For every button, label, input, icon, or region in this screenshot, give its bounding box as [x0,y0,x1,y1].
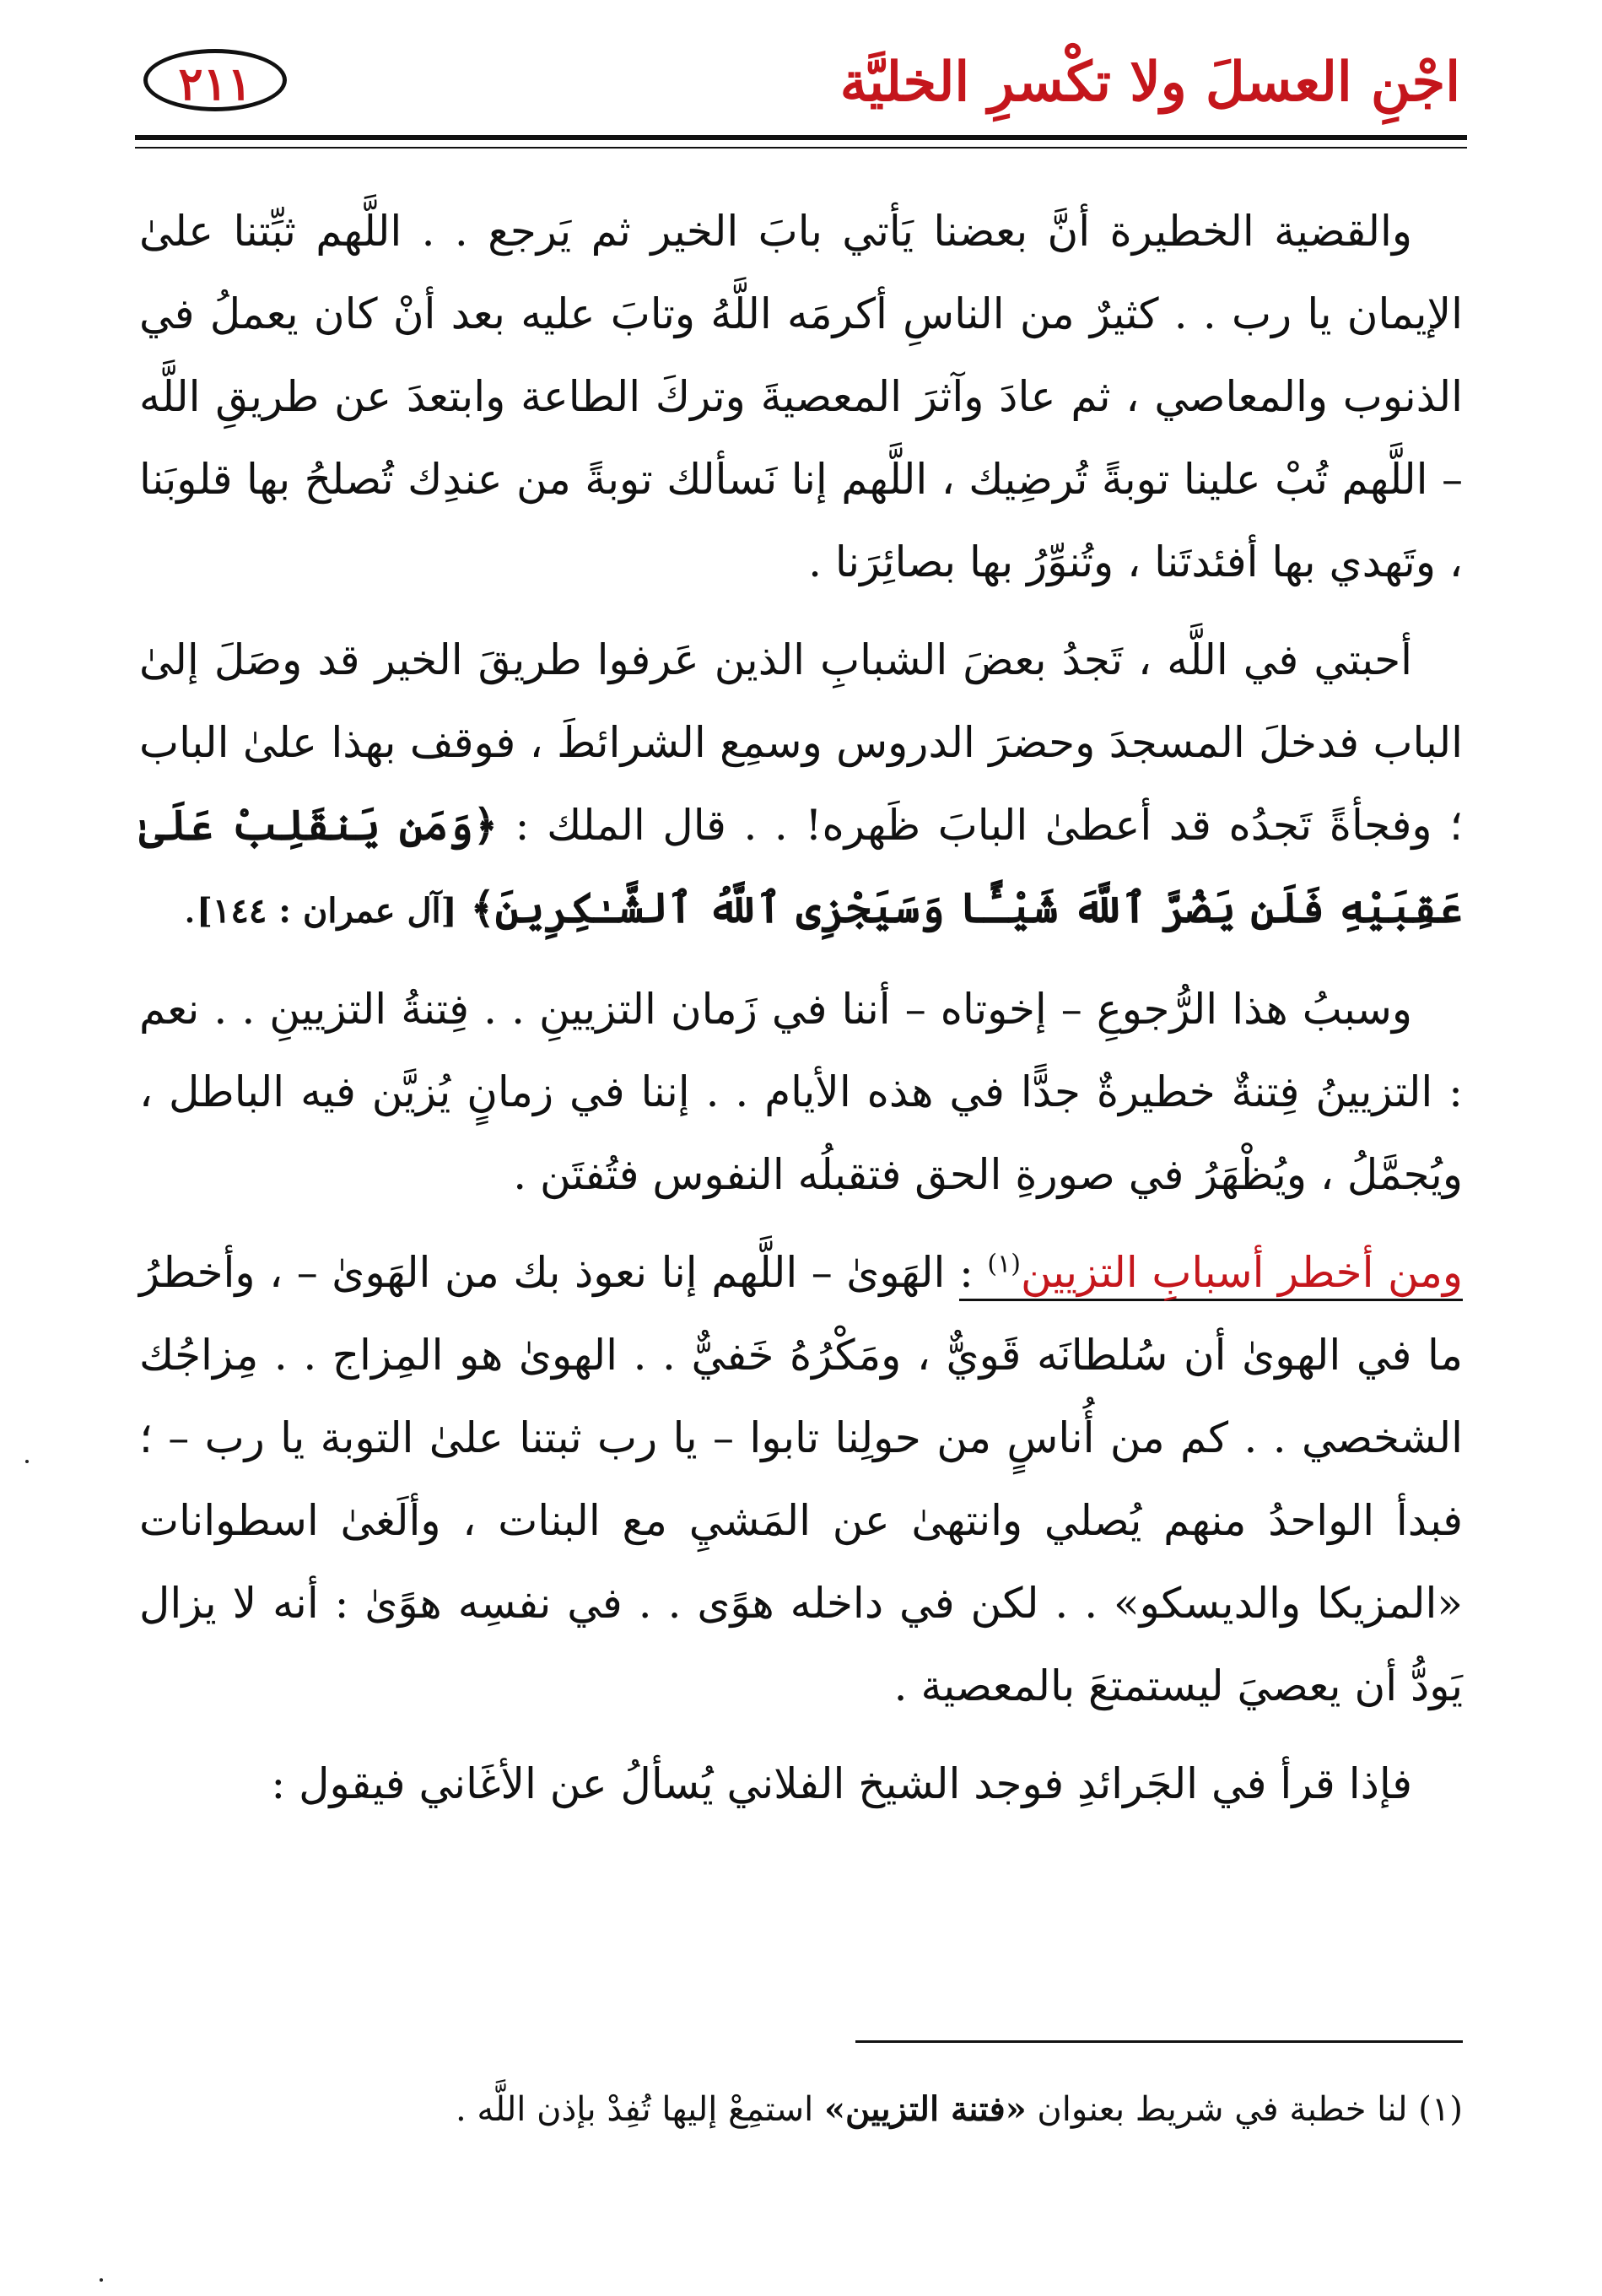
section-heading-underlined [959,1248,1463,1301]
paragraph-2-end: . [183,883,197,932]
paragraph-1 [139,190,1463,603]
paragraph-5-text: فإذا قرأ في الجَرائدِ فوجد الشيخ الفلاني يُسألُ عن الأغَاني فيقول : [271,1759,1412,1808]
scan-speck [100,2278,103,2282]
body-text [139,190,1463,1840]
paragraph-4 [139,1231,1463,1727]
paragraph-5 [139,1742,1463,1825]
footnote-separator [855,2040,1463,2043]
paragraph-4-text: الهَوىٰ – اللَّهم إنا نعوذ بك من الهَوىٰ – ، وأخطرُ ما في الهوىٰ أن سُلطانَه قَويٌّ ، ومَكْرُهُ خَفيٌّ . . الهوىٰ هو المِزاج . . مِزاجُك الشخصي . . كم من أُناسٍ من حولِنا تابوا – يا رب ثبتنا علىٰ التوبة يا رب – ؛ فبدأ الواحدُ منهم يُصلي وانتهىٰ عن المَشيِ مع البنات ، وألَغىٰ اسطوانات «المزيكا والديسكو» . . لكن في داخله هوًى . . في نفسِه هوًىٰ : أنه لا يزال يَودُّ أن يعصيَ ليستمتعَ بالمعصية . [139,1248,1463,1710]
paragraph-1-text: والقضية الخطيرة أنَّ بعضنا يَأتي بابَ الخير ثم يَرجع . . اللَّهم ثبِّتنا علىٰ الإيمان يا رب . . كثيرٌ من الناسِ أكرمَه اللَّهُ وتابَ عليه بعد أنْ كان يعملُ في الذنوب والمعاصي ، ثم عادَ وآثرَ المعصيةَ وتركَ الطاعة وابتعدَ عن طريقِ اللَّه – اللَّهم تُبْ علينا توبةً تُرضِيك ، اللَّهم إنا نَسألك توبةً من عندِك تُصلحُ بها قلوبَنا ، وتَهدي بها أفئدتَنا ، وتُنوِّرُ بها بصائِرَنا . [139,207,1463,586]
footnote-text-after: استمِعْ إليها تُفِدْ بإذن اللَّه . [455,2090,824,2129]
paragraph-3-text: وسببُ هذا الرُّجوعِ – إخوتاه – أننا في زَمان التزيينِ . . فِتنةُ التزيينِ . . نعم : التزيينُ فِتنةٌ خطيرةٌ جدًّا في هذه الأيام . . إننا في زمانٍ يُزيَّن فيه الباطل ، ويُجمَّلُ ، ويُظْهَرُ في صورةِ الحق فتقبلُه النفوس فتُفتَن . [139,985,1463,1199]
scan-speck [25,1460,29,1463]
page-header [143,49,1460,125]
footnote-marker[interactable]: (١) [987,1249,1021,1279]
footnote-number: (١) [1418,2090,1463,2129]
paragraph-2-text: أحبتي في اللَّه ، تَجدُ بعضَ الشبابِ الذين عَرفوا طريقَ الخير قد وصَلَ إلىٰ الباب فدخلَ المسجدَ وحضرَ الدروس وسمِع الشرائطَ ، فوقف بهذا علىٰ الباب ؛ وفجأةً تَجدُه قد أعطىٰ البابَ ظَهره! . . قال الملك : [139,635,1463,850]
footnote-title: «فتنة التزيين» [823,2089,1027,2129]
quran-verse: ﴿وَمَن يَنقَلِبْ عَلَىٰ عَقِبَيْهِ فَلَن يَضُرَّ ٱللَّهَ شَيْـًٔا وَسَيَجْزِى ٱللَّهُ ٱلشَّـٰكِرِينَ﴾ [139,800,1463,932]
paragraph-3 [139,968,1463,1216]
header-rule-thick [135,135,1467,140]
verse-reference: [آل عمران : ١٤٤] [196,891,457,931]
header-rule-thin [135,147,1467,149]
paragraph-2 [139,619,1463,953]
running-title: اجْنِ العسلَ ولا تكْسرِ الخليَّة [839,51,1460,114]
footnote-text-before: لنا خطبة في شريط بعنوان [1026,2090,1419,2129]
section-heading: ومن أخطر أسبابِ التزيين [1020,1248,1463,1297]
heading-colon: : [958,1248,988,1297]
footnote [139,2084,1463,2135]
page-number: ٢١١ [143,49,287,111]
